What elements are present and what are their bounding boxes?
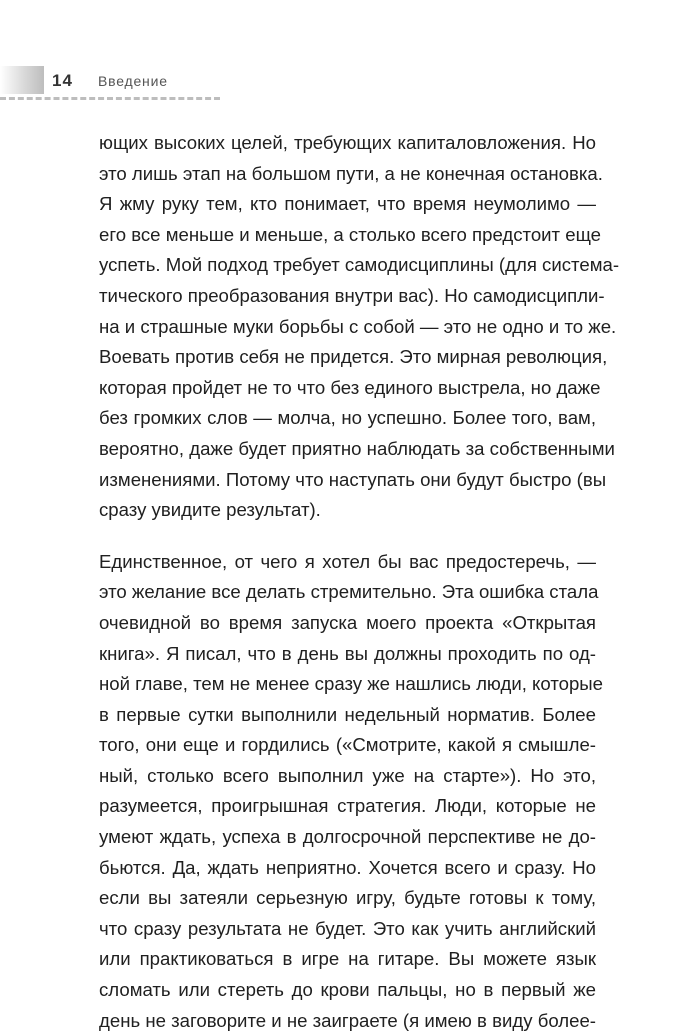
text-line: успеть. Мой подход требует самодисциплины (для система- [99, 254, 620, 276]
paragraph-2 [99, 547, 604, 1036]
text-line: ный, столько всего выполнил уже на старте»). Но это, [99, 764, 596, 786]
text-line: это лишь этап на большом пути, а не конечная остановка. [99, 162, 603, 184]
text-line: ной главе, тем не менее сразу же нашлись люди, которые [99, 673, 604, 695]
text-line: тического преобразования внутри вас). Но самодисципли- [99, 284, 605, 306]
text-line: его все меньше и меньше, а столько всего предстоит еще [99, 223, 602, 245]
section-title: Введение [98, 73, 168, 89]
text-line: Я жму руку тем, кто понимает, что время неумолимо — [99, 193, 596, 215]
text-line: ющих высоких целей, требующих капиталовложения. Но [99, 132, 596, 153]
text-line: или практиковаться в игре на гитаре. Вы можете язык [99, 948, 596, 970]
text-line: на и страшные муки борьбы с собой — это не одно и то же. [99, 315, 617, 337]
text-line: если вы затеяли серьезную игру, будьте готовы к тому, [99, 887, 596, 909]
text-line: день не заговорите и не заиграете (я имею в виду более- [99, 1009, 596, 1031]
text-line: книга». Я писал, что в день вы должны проходить по од- [99, 642, 596, 664]
text-line: сразу увидите результат). [99, 499, 321, 521]
text-line: вероятно, даже будет приятно наблюдать за собственными [99, 437, 615, 459]
text-line: того, они еще и гордились («Смотрите, какой я смышле- [99, 734, 596, 756]
header-dashed-rule [0, 97, 220, 100]
text-line: в первые сутки выполнили недельный норматив. Более [99, 703, 596, 725]
text-line: Единственное, от чего я хотел бы вас предостеречь, — [99, 550, 596, 572]
text-line: изменениями. Потому что наступать они будут быстро (вы [99, 468, 607, 490]
text-line: Воевать против себя не придется. Это мирная революция, [99, 346, 608, 368]
running-header [0, 66, 230, 102]
text-line: что сразу результата не будет. Это как учить английский [99, 917, 596, 939]
text-line: очевидной во время запуска моего проекта «Открытая [99, 611, 596, 633]
text-line: это желание все делать стремительно. Эта ошибка стала [99, 581, 599, 603]
body-text [99, 128, 620, 1036]
paragraph-1 [99, 128, 620, 526]
text-line: умеют ждать, успеха в долгосрочной перспективе не до- [99, 826, 596, 848]
header-gradient-bar [0, 66, 44, 94]
text-line: которая пройдет не то что без единого выстрела, но даже [99, 376, 601, 398]
text-line: без громких слов — молча, но успешно. Более того, вам, [99, 407, 596, 429]
text-line: сломать или стереть до крови пальцы, но в первый же [99, 979, 596, 1001]
page-number: 14 [52, 71, 73, 90]
text-line: разумеется, проигрышная стратегия. Люди, которые не [99, 795, 596, 817]
text-line: бьются. Да, ждать неприятно. Хочется всего и сразу. Но [99, 856, 596, 878]
